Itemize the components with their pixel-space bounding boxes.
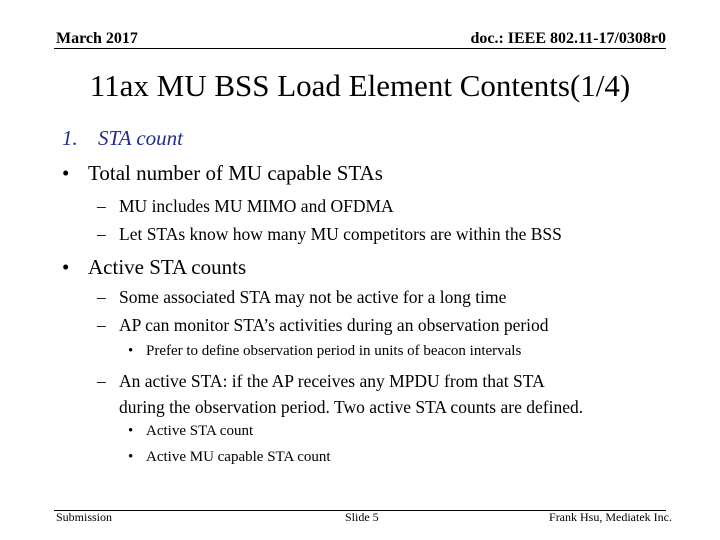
numbered-item xyxy=(62,126,183,151)
sub-bullet-text: MU includes MU MIMO and OFDMA xyxy=(119,196,394,216)
dash-icon: – xyxy=(97,287,106,307)
sub-bullet-text: Let STAs know how many MU competitors are within the BSS xyxy=(119,224,562,244)
bullet-icon: • xyxy=(62,255,70,279)
sub-bullet-text: An active STA: if the AP receives any MPDU from that STA xyxy=(119,371,545,391)
header-doc-id: doc.: IEEE 802.11-17/0308r0 xyxy=(470,30,666,47)
sub-sub-bullet-text: Active MU capable STA count xyxy=(146,449,331,465)
sub-bullet-text-continued: during the observation period. Two active STA counts are defined. xyxy=(119,397,584,417)
bullet-text: Active STA counts xyxy=(88,255,247,279)
sub-bullet-text: Some associated STA may not be active for a long time xyxy=(119,287,507,307)
footer-slide-number: Slide 5 xyxy=(345,510,379,524)
bullet-icon: • xyxy=(128,449,134,465)
numbered-item-label: STA count xyxy=(98,126,183,150)
dash-icon: – xyxy=(97,224,106,244)
bullet-icon: • xyxy=(62,161,70,185)
footer-author: Frank Hsu, Mediatek Inc. xyxy=(549,510,672,524)
dash-icon: – xyxy=(97,196,106,216)
bullet-icon: • xyxy=(128,343,134,359)
sub-bullet xyxy=(97,368,583,420)
bullet-icon: • xyxy=(128,423,134,439)
sub-sub-bullet xyxy=(128,343,521,360)
sub-sub-bullet-text: Active STA count xyxy=(146,423,254,439)
sub-sub-bullet xyxy=(128,449,331,466)
sub-sub-bullet xyxy=(128,423,253,440)
dash-icon: – xyxy=(97,371,106,391)
bullet-total-mu xyxy=(62,161,383,186)
sub-bullet xyxy=(97,284,506,310)
dash-icon: – xyxy=(97,315,106,335)
sub-bullet-text: AP can monitor STA’s activities during an observation period xyxy=(119,315,549,335)
bullet-active-sta xyxy=(62,255,246,280)
sub-bullet xyxy=(97,312,549,338)
header-date: March 2017 xyxy=(56,30,138,47)
sub-bullet xyxy=(97,193,394,219)
numbered-item-number: 1. xyxy=(62,126,78,150)
sub-sub-bullet-text: Prefer to define observation period in units of beacon intervals xyxy=(146,343,522,359)
footer-submission: Submission xyxy=(56,510,113,524)
sub-bullet xyxy=(97,221,562,247)
slide-title: 11ax MU BSS Load Element Contents(1/4) xyxy=(89,68,631,103)
bullet-text: Total number of MU capable STAs xyxy=(88,161,383,185)
